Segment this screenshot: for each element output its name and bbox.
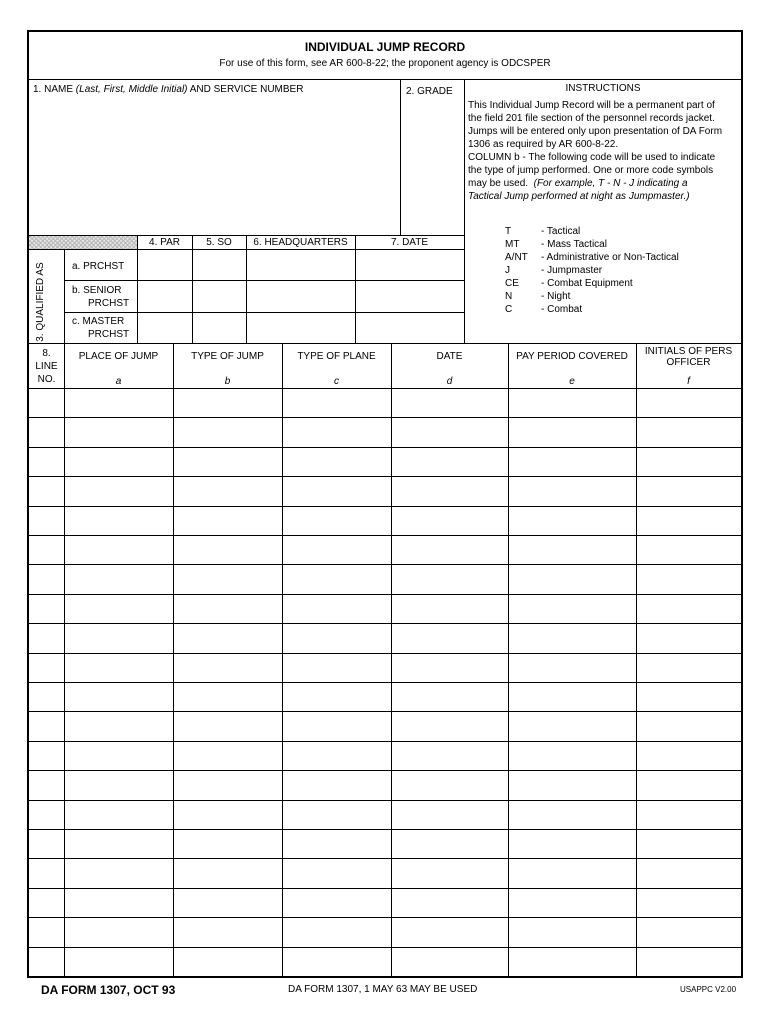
date-header: 7. DATE [390, 237, 429, 248]
line-no-cell[interactable] [30, 712, 64, 740]
headquarters-field[interactable] [247, 281, 355, 312]
place-of-jump-cell[interactable] [65, 771, 173, 799]
type-of-jump-cell[interactable] [174, 948, 282, 976]
place-of-jump-cell[interactable] [65, 595, 173, 623]
initials-cell[interactable] [637, 712, 741, 740]
pay-period-cell[interactable] [509, 859, 636, 887]
type-of-plane-cell[interactable] [283, 742, 391, 770]
type-of-jump-cell[interactable] [174, 389, 282, 417]
column-letter: e [569, 376, 575, 387]
jump-date-cell[interactable] [392, 683, 508, 711]
headquarters-field[interactable] [247, 250, 355, 280]
pay-period-cell[interactable] [509, 830, 636, 858]
jump-date-header: DATE [436, 351, 463, 362]
headquarters-field[interactable] [247, 313, 355, 343]
place-of-jump-cell[interactable] [65, 889, 173, 917]
code-desc: - Jumpmaster [541, 265, 603, 276]
pay-period-cell[interactable] [509, 742, 636, 770]
code-desc: - Night [541, 291, 571, 302]
type-of-plane-cell[interactable] [283, 918, 391, 946]
type-of-jump-cell[interactable] [174, 771, 282, 799]
line-no-header: LINE [35, 361, 58, 372]
jump-date-cell[interactable] [392, 565, 508, 593]
instructions-line: may be used. [468, 178, 529, 189]
place-of-jump-cell[interactable] [65, 654, 173, 682]
instructions-line: COLUMN b - The following code will be used to indicate [468, 152, 716, 163]
type-of-jump-cell[interactable] [174, 712, 282, 740]
instructions-line: This Individual Jump Record will be a permanent part of [468, 100, 715, 111]
pay-period-cell[interactable] [509, 771, 636, 799]
pay-period-cell[interactable] [509, 948, 636, 976]
type-of-plane-cell[interactable] [283, 448, 391, 476]
type-of-plane-cell[interactable] [283, 389, 391, 417]
code-row [505, 290, 735, 303]
par-field[interactable] [138, 281, 192, 312]
line-no-cell[interactable] [30, 448, 64, 476]
place-of-jump-cell[interactable] [65, 712, 173, 740]
table-row [29, 536, 741, 564]
type-of-jump-cell[interactable] [174, 595, 282, 623]
type-of-jump-cell[interactable] [174, 477, 282, 505]
type-of-jump-cell[interactable] [174, 889, 282, 917]
initials-cell[interactable] [637, 477, 741, 505]
table-row [29, 712, 741, 740]
table-row [29, 742, 741, 770]
column-letter: d [446, 376, 453, 387]
pay-period-cell[interactable] [509, 889, 636, 917]
headquarters-header: 6. HEADQUARTERS [253, 237, 348, 248]
initials-cell[interactable] [637, 889, 741, 917]
instructions-example: Tactical Jump performed at night as Jumpmaster.) [468, 191, 690, 202]
pay-period-cell[interactable] [509, 595, 636, 623]
type-of-plane-cell[interactable] [283, 595, 391, 623]
type-of-jump-cell[interactable] [174, 624, 282, 652]
place-of-jump-cell[interactable] [65, 683, 173, 711]
column-letter: b [224, 376, 231, 387]
type-of-jump-cell[interactable] [174, 448, 282, 476]
grade-label: 2. GRADE [406, 86, 453, 97]
initials-cell[interactable] [637, 507, 741, 535]
instructions-line: Jumps will be entered only upon presentation of DA Form [468, 126, 723, 137]
jump-date-cell[interactable] [392, 918, 508, 946]
initials-cell[interactable] [637, 565, 741, 593]
place-of-jump-cell[interactable] [65, 948, 173, 976]
type-of-plane-cell[interactable] [283, 654, 391, 682]
form-title: INDIVIDUAL JUMP RECORD [304, 40, 466, 54]
initials-cell[interactable] [637, 859, 741, 887]
line-no-cell[interactable] [30, 889, 64, 917]
jump-date-cell[interactable] [392, 448, 508, 476]
par-header: 4. PAR [149, 237, 180, 248]
pay-period-cell[interactable] [509, 418, 636, 446]
table-row [29, 389, 741, 417]
initials-cell[interactable] [637, 595, 741, 623]
code-row [505, 225, 735, 238]
table-row [29, 507, 741, 535]
line-no-header: NO. [37, 374, 56, 385]
code-row [505, 238, 735, 251]
code-row [505, 277, 735, 290]
initials-cell[interactable] [637, 771, 741, 799]
divider-header [29, 79, 741, 80]
qualified-row-label: a. PRCHST [72, 261, 125, 272]
pay-period-cell[interactable] [509, 712, 636, 740]
type-of-plane-cell[interactable] [283, 801, 391, 829]
initials-header: OFFICER [666, 357, 711, 368]
code: T [505, 226, 512, 237]
column-letter: a [115, 376, 122, 387]
initials-cell[interactable] [637, 448, 741, 476]
initials-cell[interactable] [637, 536, 741, 564]
code-desc: - Administrative or Non-Tactical [541, 252, 679, 263]
table-row [29, 859, 741, 887]
jump-date-cell[interactable] [392, 859, 508, 887]
code-desc: - Combat Equipment [541, 278, 633, 289]
initials-cell[interactable] [637, 418, 741, 446]
name-label-italic: (Last, First, Middle Initial) [75, 84, 188, 95]
line-no-cell[interactable] [30, 624, 64, 652]
so-header: 5. SO [206, 237, 232, 248]
so-field[interactable] [193, 281, 246, 312]
pay-period-cell[interactable] [509, 389, 636, 417]
line-no-cell[interactable] [30, 595, 64, 623]
line-no-cell[interactable] [30, 830, 64, 858]
line-no-cell[interactable] [30, 536, 64, 564]
type-of-jump-cell[interactable] [174, 536, 282, 564]
divider-instructions [464, 79, 465, 343]
name-label-num: 1. NAME [33, 84, 76, 95]
place-of-jump-cell[interactable] [65, 918, 173, 946]
place-of-jump-cell[interactable] [65, 536, 173, 564]
pay-period-header: PAY PERIOD COVERED [516, 351, 628, 362]
table-row [29, 948, 741, 976]
jump-date-cell[interactable] [392, 948, 508, 976]
instructions-line: the type of jump performed. One or more code symbols [468, 165, 714, 176]
type-of-jump-cell[interactable] [174, 830, 282, 858]
place-of-jump-cell[interactable] [65, 389, 173, 417]
instructions-line: the field 201 file section of the personnel records jacket. [468, 113, 715, 124]
type-of-plane-cell[interactable] [283, 830, 391, 858]
line-no-cell[interactable] [30, 565, 64, 593]
type-of-plane-cell[interactable] [283, 507, 391, 535]
grade-field[interactable] [401, 100, 463, 234]
table-row [29, 418, 741, 446]
line-no-cell[interactable] [30, 771, 64, 799]
instructions-heading: INSTRUCTIONS [565, 83, 641, 94]
place-of-jump-cell[interactable] [65, 477, 173, 505]
pay-period-cell[interactable] [509, 536, 636, 564]
jump-date-cell[interactable] [392, 507, 508, 535]
table-row [29, 889, 741, 917]
type-of-jump-cell[interactable] [174, 565, 282, 593]
type-of-plane-cell[interactable] [283, 418, 391, 446]
date-field[interactable] [356, 281, 464, 312]
place-of-jump-cell[interactable] [65, 448, 173, 476]
so-field[interactable] [193, 313, 246, 343]
line-no-cell[interactable] [30, 418, 64, 446]
code: C [505, 304, 513, 315]
table-row [29, 624, 741, 652]
qualified-row-label: PRCHST [88, 329, 130, 340]
name-field[interactable] [31, 98, 397, 232]
qualified-row-label: c. MASTER [72, 316, 125, 327]
par-field[interactable] [138, 313, 192, 343]
table-row [29, 565, 741, 593]
place-of-jump-cell[interactable] [65, 418, 173, 446]
type-of-jump-cell[interactable] [174, 859, 282, 887]
type-of-plane-cell[interactable] [283, 859, 391, 887]
qualified-as-label: 3. QUALIFIED AS [35, 262, 46, 342]
instructions-line: 1306 as required by AR 600-8-22. [468, 139, 619, 150]
pay-period-cell[interactable] [509, 801, 636, 829]
line-no-cell[interactable] [30, 683, 64, 711]
place-of-jump-cell[interactable] [65, 742, 173, 770]
date-field[interactable] [356, 250, 464, 280]
jump-record-form [27, 30, 743, 978]
jump-date-cell[interactable] [392, 477, 508, 505]
jump-date-cell[interactable] [392, 712, 508, 740]
type-of-plane-cell[interactable] [283, 624, 391, 652]
instructions-example: (For example, T - N - J indicating a [533, 178, 688, 189]
code-desc: - Mass Tactical [541, 239, 607, 250]
pay-period-cell[interactable] [509, 477, 636, 505]
code-desc: - Tactical [541, 226, 581, 237]
initials-cell[interactable] [637, 624, 741, 652]
type-of-jump-header: TYPE OF JUMP [191, 351, 264, 362]
par-field[interactable] [138, 250, 192, 280]
jump-date-cell[interactable] [392, 771, 508, 799]
table-row [29, 477, 741, 505]
line-no-header: 8. [42, 348, 51, 359]
qualified-row-label: b. SENIOR [72, 285, 122, 296]
initials-cell[interactable] [637, 389, 741, 417]
pay-period-cell[interactable] [509, 448, 636, 476]
type-of-plane-cell[interactable] [283, 683, 391, 711]
previous-edition: DA FORM 1307, 1 MAY 63 MAY BE USED [288, 984, 478, 995]
form-subtitle: For use of this form, see AR 600-8-22; the proponent agency is ODCSPER [219, 58, 551, 69]
form-version: USAPPC V2.00 [680, 985, 737, 994]
jump-date-cell[interactable] [392, 536, 508, 564]
type-of-plane-cell[interactable] [283, 565, 391, 593]
type-of-jump-cell[interactable] [174, 742, 282, 770]
initials-cell[interactable] [637, 918, 741, 946]
type-of-jump-cell[interactable] [174, 918, 282, 946]
pay-period-cell[interactable] [509, 654, 636, 682]
instructions-line-with-example [468, 178, 688, 190]
initials-cell[interactable] [637, 742, 741, 770]
jump-date-cell[interactable] [392, 624, 508, 652]
code: J [505, 265, 510, 276]
name-label-tail: AND SERVICE NUMBER [187, 84, 304, 95]
type-of-plane-cell[interactable] [283, 889, 391, 917]
type-of-plane-cell[interactable] [283, 712, 391, 740]
jump-date-cell[interactable] [392, 801, 508, 829]
pay-period-cell[interactable] [509, 624, 636, 652]
pay-period-cell[interactable] [509, 683, 636, 711]
table-row [29, 448, 741, 476]
code-desc: - Combat [541, 304, 583, 315]
shaded-cell [29, 236, 137, 249]
table-row [29, 595, 741, 623]
code: CE [505, 278, 519, 289]
qualified-row-label: PRCHST [88, 298, 130, 309]
type-of-plane-cell[interactable] [283, 477, 391, 505]
jump-date-cell[interactable] [392, 830, 508, 858]
line-no-cell[interactable] [30, 389, 64, 417]
type-of-jump-cell[interactable] [174, 801, 282, 829]
type-of-plane-cell[interactable] [283, 536, 391, 564]
column-letter: c [334, 376, 339, 387]
line-no-cell[interactable] [30, 859, 64, 887]
code-row [505, 251, 735, 264]
line-no-cell[interactable] [30, 742, 64, 770]
line-no-cell[interactable] [30, 507, 64, 535]
line-no-cell[interactable] [30, 918, 64, 946]
place-of-jump-cell[interactable] [65, 507, 173, 535]
code: A/NT [505, 252, 528, 263]
initials-cell[interactable] [637, 654, 741, 682]
initials-cell[interactable] [637, 683, 741, 711]
place-of-jump-cell[interactable] [65, 830, 173, 858]
line-no-cell[interactable] [30, 801, 64, 829]
date-field[interactable] [356, 313, 464, 343]
initials-cell[interactable] [637, 801, 741, 829]
code: N [505, 291, 513, 302]
code: MT [505, 239, 520, 250]
so-field[interactable] [193, 250, 246, 280]
code-row [505, 264, 735, 277]
initials-header: INITIALS OF PERS [644, 346, 733, 357]
type-of-plane-cell[interactable] [283, 948, 391, 976]
jump-date-cell[interactable] [392, 595, 508, 623]
pay-period-cell[interactable] [509, 507, 636, 535]
table-row [29, 801, 741, 829]
type-of-jump-cell[interactable] [174, 683, 282, 711]
jump-date-cell[interactable] [392, 418, 508, 446]
name-label [33, 84, 303, 96]
form-id: DA FORM 1307, OCT 93 [41, 983, 176, 997]
type-of-plane-cell[interactable] [283, 771, 391, 799]
table-row [29, 771, 741, 799]
column-letter: f [687, 376, 690, 387]
divider-table-top [29, 343, 741, 344]
table-row [29, 918, 741, 946]
table-row [29, 830, 741, 858]
place-of-jump-header: PLACE OF JUMP [78, 351, 159, 362]
place-of-jump-cell[interactable] [65, 801, 173, 829]
code-row [505, 303, 735, 316]
jump-date-cell[interactable] [392, 654, 508, 682]
jump-date-cell[interactable] [392, 889, 508, 917]
type-of-jump-cell[interactable] [174, 507, 282, 535]
line-no-cell[interactable] [30, 948, 64, 976]
place-of-jump-cell[interactable] [65, 565, 173, 593]
table-row [29, 654, 741, 682]
place-of-jump-cell[interactable] [65, 859, 173, 887]
initials-cell[interactable] [637, 830, 741, 858]
place-of-jump-cell[interactable] [65, 624, 173, 652]
line-no-cell[interactable] [30, 654, 64, 682]
type-of-jump-cell[interactable] [174, 654, 282, 682]
pay-period-cell[interactable] [509, 918, 636, 946]
divider-side-label [64, 249, 65, 343]
initials-cell[interactable] [637, 948, 741, 976]
pay-period-cell[interactable] [509, 565, 636, 593]
type-of-jump-cell[interactable] [174, 418, 282, 446]
type-of-plane-header: TYPE OF PLANE [297, 351, 376, 362]
line-no-cell[interactable] [30, 477, 64, 505]
jump-date-cell[interactable] [392, 742, 508, 770]
jump-date-cell[interactable] [392, 389, 508, 417]
table-row [29, 683, 741, 711]
